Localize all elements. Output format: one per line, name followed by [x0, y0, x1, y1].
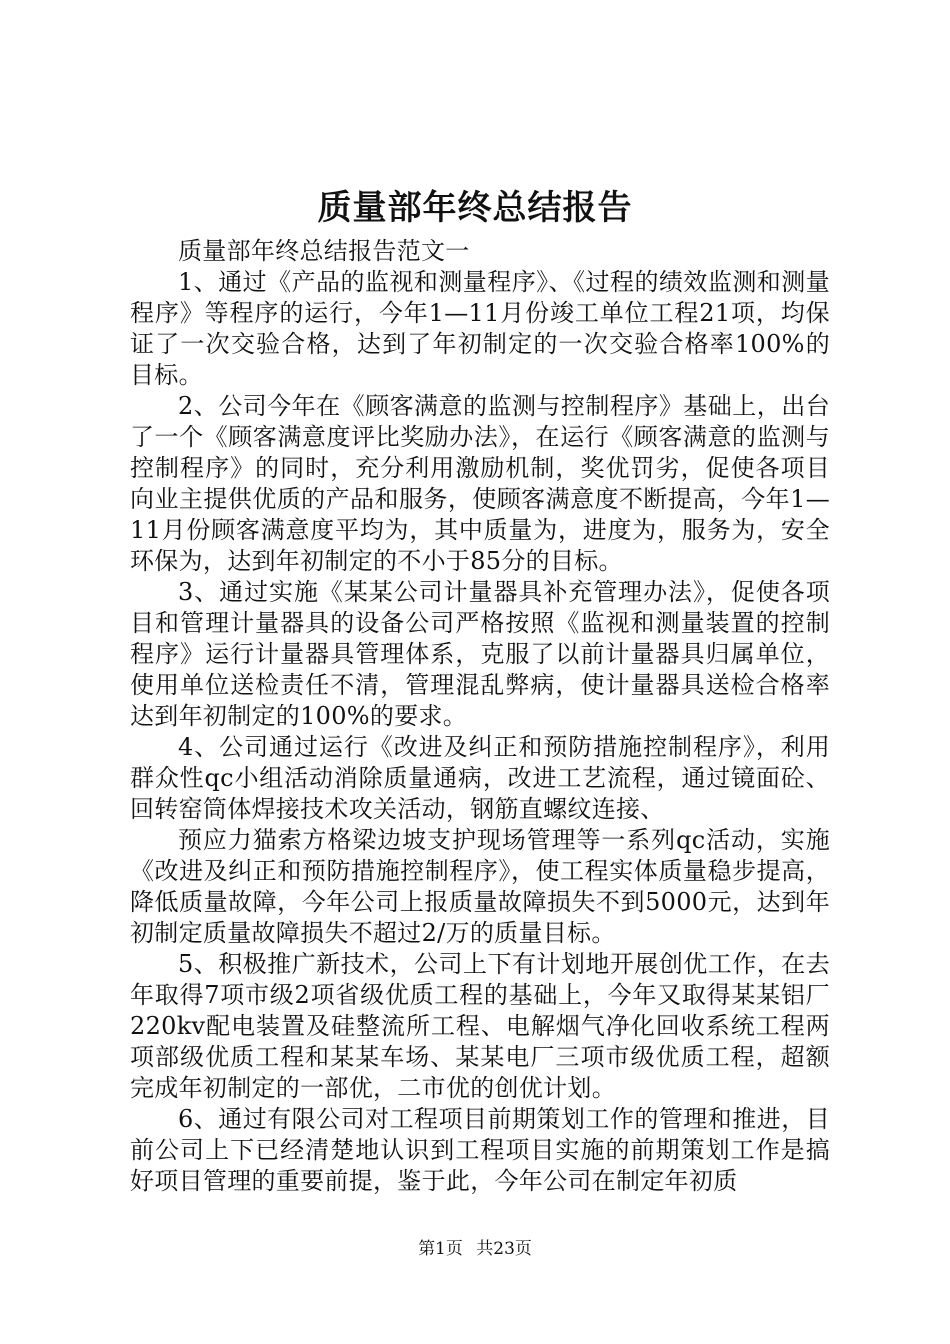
paragraph-5: 5、积极推广新技术，公司上下有计划地开展创优工作，在去年取得7项市级2项省级优质工程的基础上，今年又取得某某铝厂220kv配电装置及硅整流所工程、电解烟气净化回收系统工程两项部级优质工程和某某车场、某某电厂三项市级优质工程，超额完成年初制定的一部优，二市优的创优计划。	[130, 950, 830, 1102]
page-total: 共23页	[476, 1239, 532, 1259]
document-body	[130, 236, 830, 1197]
document-subtitle: 质量部年终总结报告范文一	[178, 237, 470, 265]
page-number: 第1页	[418, 1239, 463, 1259]
paragraph-1: 1、通过《产品的监视和测量程序》、《过程的绩效监测和测量程序》等程序的运行，今年1—11月份竣工单位工程21项，均保证了一次交验合格，达到了年初制定的一次交验合格率100%的目标。	[130, 268, 830, 389]
paragraph-3: 3、通过实施《某某公司计量器具补充管理办法》，促使各项目和管理计量器具的设备公司严格按照《监视和测量装置的控制程序》运行计量器具管理体系，克服了以前计量器具归属单位，使用单位送检责任不清，管理混乱弊病，使计量器具送检合格率达到年初制定的100%的要求。	[130, 578, 830, 730]
paragraph-6: 6、通过有限公司对工程项目前期策划工作的管理和推进，目前公司上下已经清楚地认识到工程项目实施的前期策划工作是搞好项目管理的重要前提，鉴于此，今年公司在制定年初质	[130, 1105, 830, 1195]
paragraph-2: 2、公司今年在《顾客满意的监测与控制程序》基础上，出台了一个《顾客满意度评比奖励办法》，在运行《顾客满意的监测与控制程序》的同时，充分利用激励机制，奖优罚劣，促使各项目向业主提供优质的产品和服务，使顾客满意度不断提高，今年1—11月份顾客满意度平均为，其中质量为，进度为，服务为，安全环保为，达到年初制定的不小于85分的目标。	[130, 392, 830, 575]
paragraph-4: 4、公司通过运行《改进及纠正和预防措施控制程序》，利用群众性qc小组活动消除质量通病，改进工艺流程，通过镜面砼、回转窑筒体焊接技术攻关活动，钢筋直螺纹连接、	[130, 733, 830, 823]
paragraph-4-continued: 预应力猫索方格梁边坡支护现场管理等一系列qc活动，实施《改进及纠正和预防措施控制程序》，使工程实体质量稳步提高，降低质量故障，今年公司上报质量故障损失不到5000元，达到年初制定质量故障损失不超过2/万的质量目标。	[130, 826, 830, 947]
document-title: 质量部年终总结报告	[317, 188, 633, 228]
page-footer	[0, 1237, 950, 1261]
